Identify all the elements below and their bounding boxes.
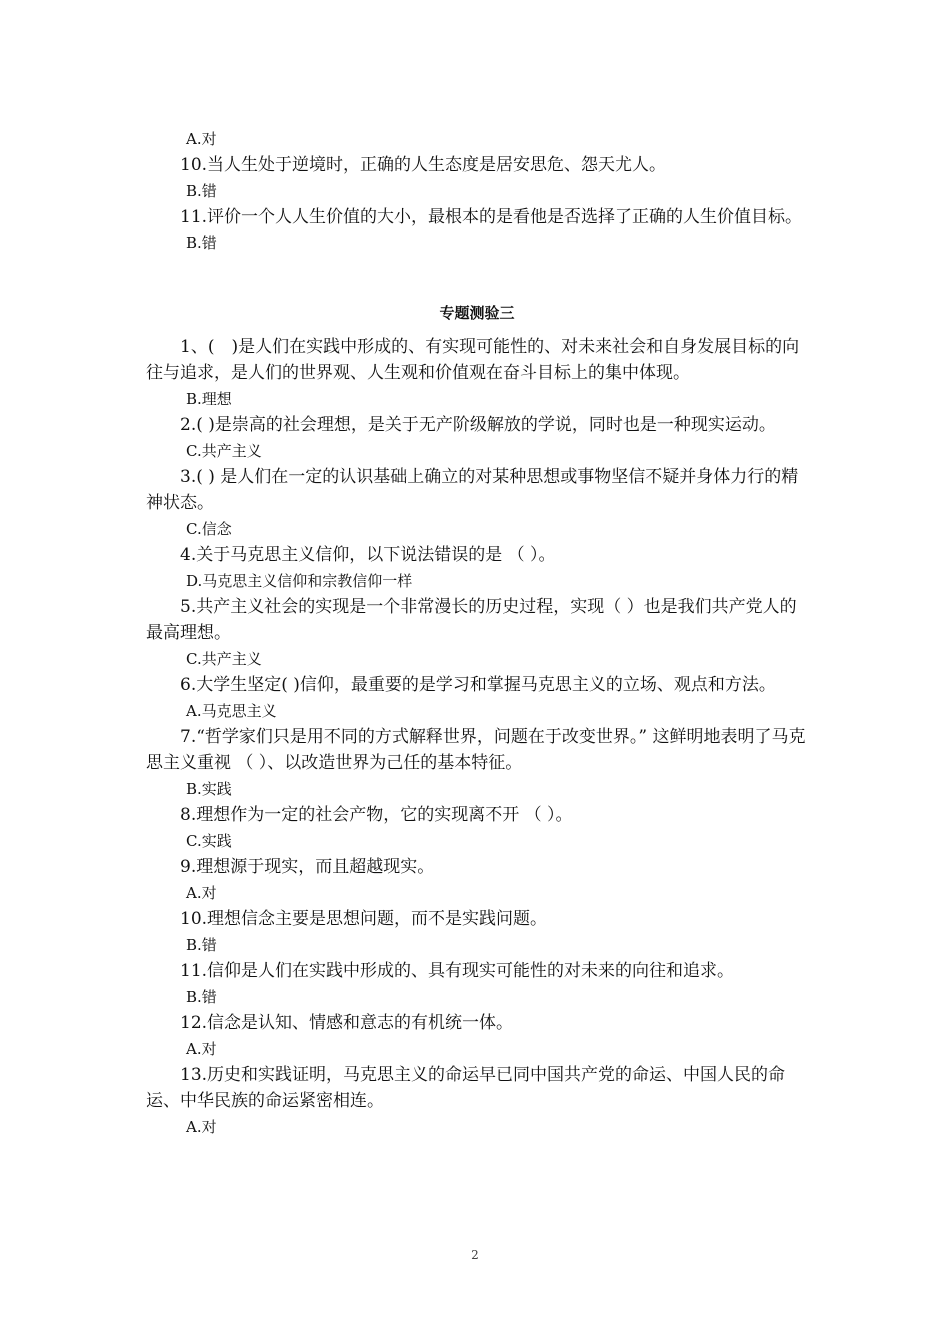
answer-text: B.错 — [186, 234, 217, 252]
page-content — [146, 126, 808, 1140]
answer-text: A.马克思主义 — [186, 702, 277, 720]
answer-text: B.错 — [186, 936, 217, 954]
answer-text: A.对 — [186, 1118, 217, 1136]
section-title: 专题测验三 — [439, 304, 515, 322]
question-text: 3.( ) 是人们在一定的认识基础上确立的对某种思想或事物坚信不疑并身体力行的精神状态。 — [146, 467, 799, 513]
question-text: 12.信念是认知、情感和意志的有机统一体。 — [180, 1013, 514, 1033]
answer-text: A.对 — [186, 884, 217, 902]
answer-text: C.实践 — [186, 832, 232, 850]
question-text: 4.关于马克思主义信仰，以下说法错误的是 （ ）。 — [180, 545, 556, 565]
quiz-items — [146, 334, 808, 1140]
question-text: 8.理想作为一定的社会产物，它的实现离不开 （ ）。 — [180, 805, 573, 825]
question-text: 11.评价一个人人生价值的大小，最根本的是看他是否选择了正确的人生价值目标。 — [180, 207, 803, 227]
answer-text: B.实践 — [186, 780, 232, 798]
question-text: 5.共产主义社会的实现是一个非常漫长的历史过程，实现（ ）也是我们共产党人的最高理想。 — [146, 597, 797, 643]
answer-text: D.马克思主义信仰和宗教信仰一样 — [186, 572, 413, 590]
answer-text: A.对 — [186, 130, 217, 148]
answer-text: C.共产主义 — [186, 650, 262, 668]
answer-text: A.对 — [186, 1040, 217, 1058]
answer-text: B.错 — [186, 988, 217, 1006]
answer-text: C.信念 — [186, 520, 232, 538]
question-text: 11.信仰是人们在实践中形成的、具有现实可能性的对未来的向往和追求。 — [180, 961, 735, 981]
question-text: 10.理想信念主要是思想问题，而不是实践问题。 — [180, 909, 548, 929]
page-number: 2 — [471, 1248, 479, 1262]
question-text: 2.( )是崇高的社会理想，是关于无产阶级解放的学说，同时也是一种现实运动。 — [180, 415, 776, 435]
answer-text: B.错 — [186, 182, 217, 200]
question-text: 10.当人生处于逆境时，正确的人生态度是居安思危、怨天尤人。 — [180, 155, 667, 175]
question-text: 1、( )是人们在实践中形成的、有实现可能性的、对未来社会和自身发展目标的向往与追求，是人们的世界观、人生观和价值观在奋斗目标上的集中体现。 — [146, 337, 800, 383]
question-text: 6.大学生坚定( )信仰，最重要的是学习和掌握马克思主义的立场、观点和方法。 — [180, 675, 776, 695]
previous-section-items — [146, 126, 808, 256]
question-text: 7.“哲学家们只是用不同的方式解释世界，问题在于改变世界。” 这鲜明地表明了马克思主义重视 （ ）、以改造世界为己任的基本特征。 — [146, 727, 806, 773]
answer-text: B.理想 — [186, 390, 232, 408]
question-text: 13.历史和实践证明，马克思主义的命运早已同中国共产党的命运、中国人民的命运、中华民族的命运紧密相连。 — [146, 1065, 786, 1111]
section-gap — [146, 256, 808, 300]
question-text: 9.理想源于现实，而且超越现实。 — [180, 857, 435, 877]
answer-text: C.共产主义 — [186, 442, 262, 460]
